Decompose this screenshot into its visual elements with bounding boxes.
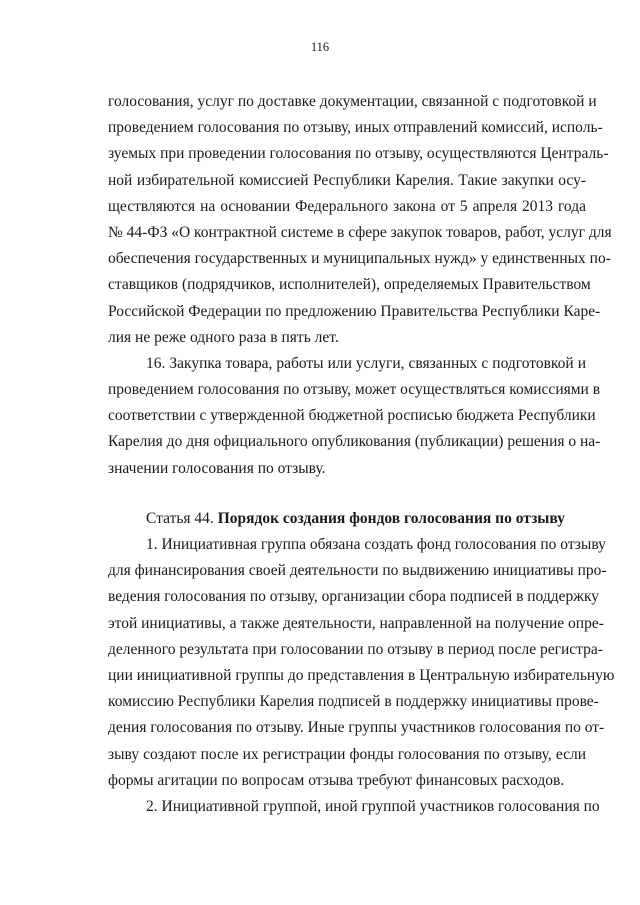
text-line: ции инициативной группы до представления в Центральную избирательную	[108, 666, 615, 684]
text-line: 16. Закупка товара, работы или услуги, связанных с подготовкой и	[146, 354, 586, 372]
text-line: ной избирательной комиссией Республики Карелия. Такие закупки осу-	[108, 171, 586, 189]
text-line: ществляются на основании Федерального закона от 5 апреля 2013 года	[108, 197, 586, 215]
text-line: проведением голосования по отзыву, может осуществляться комиссиями в	[108, 381, 601, 399]
text-line: деленного результата при голосовании по отзыву в период после регистра-	[108, 640, 603, 658]
text-line: для финансирования своей деятельности по выдвижению инициативы про-	[108, 562, 607, 580]
paragraph-16	[108, 351, 601, 482]
text-line: комиссию Республики Карелия подписей в поддержку инициативы прове-	[108, 693, 599, 711]
text-line: соответствии с утвержденной бюджетной росписью бюджета Республики	[108, 407, 596, 425]
text-line: 1. Инициативная группа обязана создать фонд голосования по отзыву	[146, 536, 606, 553]
text-line: значении голосования по отзыву.	[108, 459, 326, 477]
text-line: № 44-ФЗ «О контрактной системе в сфере закупок товаров, работ, услуг для	[108, 223, 612, 241]
article-heading	[108, 506, 586, 532]
text-line: проведением голосования по отзыву, иных отправлений комиссий, исполь-	[108, 119, 603, 137]
text-line: обеспечения государственных и муниципальных нужд» у единственных по-	[108, 250, 611, 268]
article-title: Порядок создания фондов голосования по отзыву	[217, 509, 565, 527]
document-body	[108, 89, 615, 820]
text-line: зыву создают после их регистрации фонды голосования по отзыву, если	[108, 745, 586, 763]
text-line: Карелия до дня официального опубликования (публикации) решения о на-	[108, 433, 601, 451]
text-line: дения голосования по отзыву. Иные группы участников голосования по от-	[108, 719, 605, 737]
text-line: 2. Инициативной группой, иной группой участников голосования по	[146, 797, 600, 815]
text-line: Российской Федерации по предложению Правительства Республики Каре-	[108, 302, 601, 320]
text-line: лия не реже одного раза в пять лет.	[108, 328, 339, 346]
article-paragraph-1	[108, 532, 615, 794]
article-number: Статья 44.	[146, 509, 218, 527]
text-line: формы агитации по вопросам отзыва требуют финансовых расходов.	[108, 771, 565, 789]
text-line: ведения голосования по отзыву, организации сбора подписей в поддержку	[108, 588, 600, 606]
section-spacer	[108, 482, 586, 506]
text-line: зуемых при проведении голосования по отзыву, осуществляются Централь-	[108, 145, 609, 163]
paragraph-continuation	[108, 89, 612, 351]
page-number: 116	[310, 40, 330, 54]
text-line: голосования, услуг по доставке документации, связанной с подготовкой и	[108, 93, 597, 110]
article-paragraph-2	[108, 794, 600, 820]
text-line: ставщиков (подрядчиков, исполнителей), определяемых Правительством	[108, 276, 591, 294]
text-line: этой инициативы, а также деятельности, направленной на получение опре-	[108, 614, 604, 632]
